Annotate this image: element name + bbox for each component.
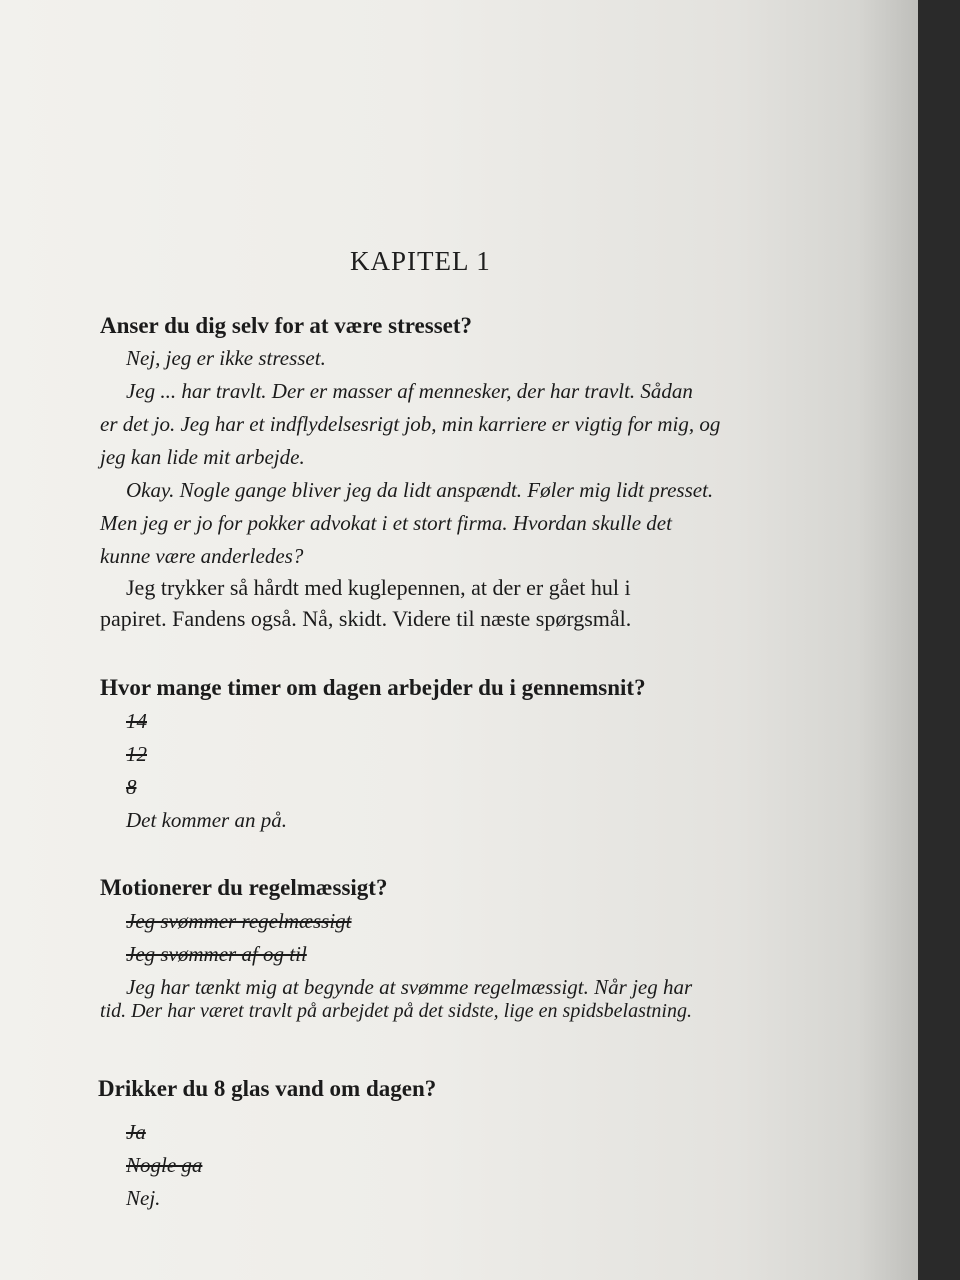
struck-answer: 12: [126, 742, 147, 766]
struck-answer: 14: [126, 709, 147, 733]
answer-line: Men jeg er jo for pokker advokat i et stort firma. Hvordan skulle det: [100, 511, 672, 535]
background-edge: [918, 0, 960, 1280]
answer-line: Jeg har tænkt mig at begynde at svømme regelmæssigt. Når jeg har: [126, 975, 693, 999]
answer-line: tid. Der har været travlt på arbejdet på det sidste, lige en spidsbelastning.: [100, 1000, 692, 1022]
answer-line: Nej, jeg er ikke stresset.: [126, 346, 326, 370]
narration-line: papiret. Fandens også. Nå, skidt. Videre til næste spørgsmål.: [100, 606, 632, 631]
struck-answer: Jeg svømmer af og til: [126, 942, 307, 966]
answer-line: er det jo. Jeg har et indflydelsesrigt job, min karriere er vigtig for mig, og: [100, 412, 721, 436]
struck-answer: Jeg svømmer regelmæssigt: [126, 909, 352, 933]
narration-line: Jeg trykker så hårdt med kuglepennen, at der er gået hul i: [126, 575, 631, 600]
question-heading: Motionerer du regelmæssigt?: [100, 875, 388, 900]
answer-line: Det kommer an på.: [126, 808, 287, 832]
answer-line: jeg kan lide mit arbejde.: [100, 445, 305, 469]
question-heading: Hvor mange timer om dagen arbejder du i gennemsnit?: [100, 675, 646, 700]
chapter-title: KAPITEL 1: [350, 246, 491, 276]
answer-line: Okay. Nogle gange bliver jeg da lidt anspændt. Føler mig lidt presset.: [126, 478, 714, 502]
struck-answer: Ja: [126, 1120, 146, 1144]
question-heading: Drikker du 8 glas vand om dagen?: [98, 1076, 437, 1101]
answer-line: kunne være anderledes?: [100, 544, 304, 568]
struck-answer: Nogle ga: [126, 1153, 203, 1177]
struck-answer: 8: [126, 775, 137, 799]
answer-line: Nej.: [126, 1186, 161, 1210]
answer-line: Jeg ... har travlt. Der er masser af mennesker, der har travlt. Sådan: [126, 379, 693, 403]
question-heading: Anser du dig selv for at være stresset?: [100, 313, 473, 338]
